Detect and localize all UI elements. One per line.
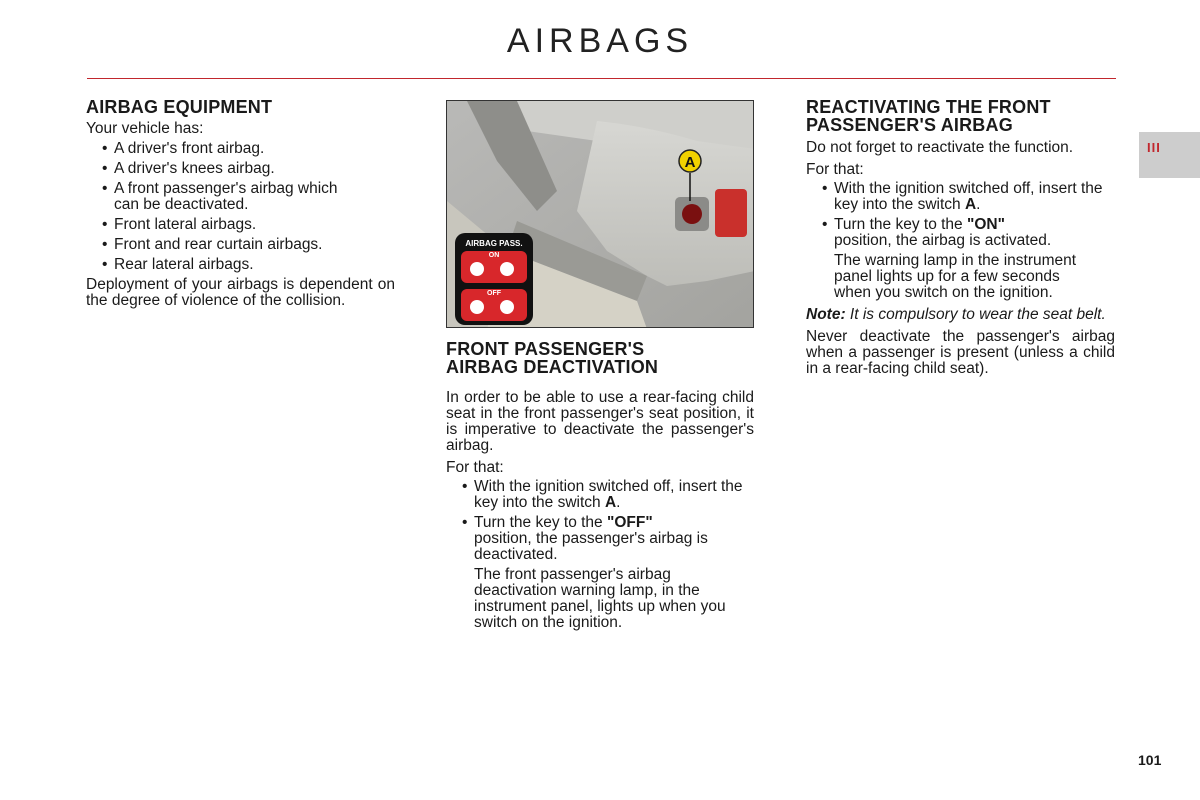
airbag-equipment-intro: Your vehicle has: [86, 120, 204, 137]
list-item: • Rear lateral airbags. [102, 256, 254, 273]
list-item: • Turn the key to the "OFF" position, the passenger's airbag is deactivated. [462, 514, 708, 563]
callout-label: A [684, 154, 696, 171]
deactivation-lamp-note: The front passenger's airbag deactivation warning lamp, in the instrument panel, lights up when you switch on the ignition. [474, 566, 726, 631]
deactivation-for-that: For that: [446, 459, 504, 476]
list-item: • A front passenger's airbag which can be deactivated. [102, 180, 338, 213]
section-tab-label: III [1147, 140, 1161, 155]
airbag-off-crossed-icon [470, 300, 484, 314]
deactivation-steps [446, 479, 754, 563]
reactivation-section [806, 98, 1115, 377]
list-item: • Turn the key to the "ON" position, the airbag is activated. [822, 216, 1052, 249]
reactivation-heading: REACTIVATING THE FRONT PASSENGER'S AIRBAG [806, 97, 1051, 135]
list-item: • Front lateral airbags. [102, 216, 257, 233]
reactivation-for-that: For that: [806, 161, 864, 178]
airbag-equipment-list [86, 141, 395, 273]
title-divider [87, 78, 1116, 79]
reactivation-lamp-note: The warning lamp in the instrument panel lights up for a few seconds when you switch on the ignition. [834, 252, 1077, 301]
warning-lamp-icon [715, 189, 747, 237]
airbag-deployment-note: Deployment of your airbags is dependent on the degree of violence of the collision. [86, 276, 395, 309]
dashboard-illustration [447, 101, 754, 328]
reactivation-steps [806, 181, 1115, 249]
airbag-equipment-section [86, 98, 395, 309]
list-item: • With the ignition switched off, insert the key into the switch A. [462, 478, 743, 511]
airbag-on-icon [470, 262, 484, 276]
list-item: • A driver's knees airbag. [102, 160, 275, 177]
reactivation-para: Do not forget to reactivate the function. [806, 139, 1074, 156]
page-title: AIRBAGS [506, 22, 694, 60]
airbag-switch-photo [446, 100, 754, 328]
child-seat-crossed-icon [500, 262, 514, 276]
list-item: • With the ignition switched off, insert the key into the switch A. [822, 180, 1103, 213]
airbag-pass-label-heading: AIRBAG PASS. [465, 239, 523, 248]
airbag-pass-label-on: ON [488, 252, 500, 259]
airbag-equipment-heading: AIRBAG EQUIPMENT [86, 97, 273, 117]
list-item: • A driver's front airbag. [102, 140, 265, 157]
deactivation-heading: FRONT PASSENGER'S AIRBAG DEACTIVATION [446, 339, 659, 377]
child-seat-icon [500, 300, 514, 314]
deactivation-para: In order to be able to use a rear-facing child seat in the front passenger's seat position, it is imperative to deactivate the passenger's airbag. [446, 389, 754, 454]
section-tab[interactable] [1139, 132, 1200, 178]
passenger-warning: Never deactivate the passenger's airbag when a passenger is present (unless a child in a rear-facing child seat). [806, 328, 1115, 377]
key-switch-icon [682, 204, 702, 224]
seat-belt-note: Note: It is compulsory to wear the seat belt. [806, 306, 1106, 323]
deactivation-section [446, 340, 754, 631]
page-number: 101 [1138, 752, 1162, 768]
list-item: • Front and rear curtain airbags. [102, 236, 323, 253]
airbag-pass-label-off: OFF [487, 290, 501, 297]
